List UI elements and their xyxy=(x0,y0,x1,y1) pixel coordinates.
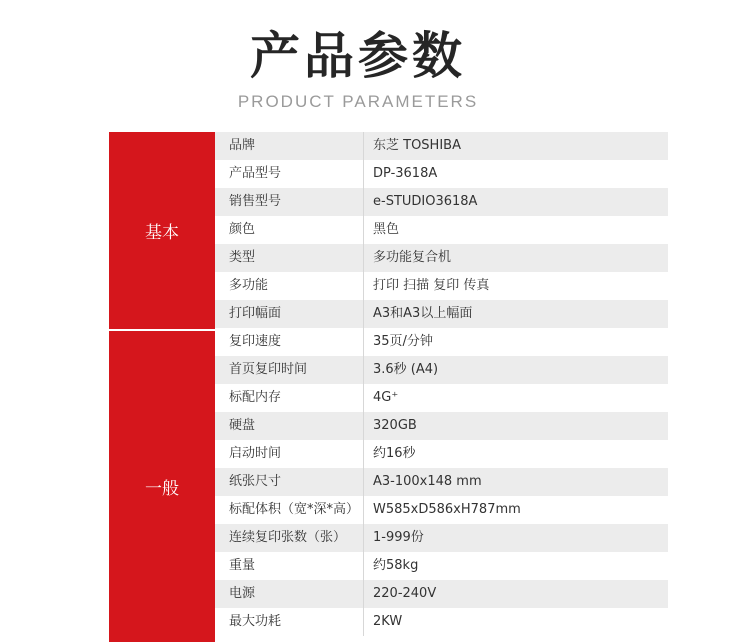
row-label: 产品型号 xyxy=(229,166,282,181)
group-general: 一般 xyxy=(109,331,215,642)
row-label: 品牌 xyxy=(229,138,256,153)
row-value: 1-999份 xyxy=(373,530,424,545)
row-label: 最大功耗 xyxy=(229,614,282,629)
column-divider xyxy=(363,440,364,468)
row-value: W585xD586xH787mm xyxy=(373,502,521,517)
column-divider xyxy=(363,132,364,160)
column-divider xyxy=(363,580,364,608)
column-divider xyxy=(363,496,364,524)
row-label: 多功能 xyxy=(229,278,269,293)
row-value: A3-100x148 mm xyxy=(373,474,482,489)
column-divider xyxy=(363,328,364,356)
column-divider xyxy=(363,356,364,384)
column-divider xyxy=(363,552,364,580)
group-basic: 基本 xyxy=(109,132,215,329)
column-divider xyxy=(363,300,364,328)
page-title: 产品参数 xyxy=(250,27,466,85)
row-value: e-STUDIO3618A xyxy=(373,194,478,209)
column-divider xyxy=(363,272,364,300)
row-value: 约16秒 xyxy=(373,446,416,461)
row-label: 连续复印张数（张） xyxy=(229,530,347,545)
column-divider xyxy=(363,524,364,552)
row-label: 颜色 xyxy=(229,222,256,237)
row-label: 纸张尺寸 xyxy=(229,474,282,489)
row-label: 硬盘 xyxy=(229,418,256,433)
row-value: 3.6秒 (A4) xyxy=(373,362,439,377)
row-label: 标配体积（宽*深*高） xyxy=(229,502,360,517)
column-divider xyxy=(363,384,364,412)
row-label: 电源 xyxy=(229,586,256,601)
row-value: 多功能复合机 xyxy=(373,250,452,265)
row-value: A3和A3以上幅面 xyxy=(373,306,473,321)
column-divider xyxy=(363,412,364,440)
row-label: 打印幅面 xyxy=(229,306,282,321)
column-divider xyxy=(363,160,364,188)
page-subtitle: PRODUCT PARAMETERS xyxy=(237,92,479,111)
row-label: 首页复印时间 xyxy=(229,362,308,377)
column-divider xyxy=(363,244,364,272)
row-value: 黑色 xyxy=(373,222,400,237)
column-divider xyxy=(363,216,364,244)
row-value: 东芝 TOSHIBA xyxy=(373,138,461,153)
column-divider xyxy=(363,188,364,216)
row-value: 320GB xyxy=(373,418,417,433)
row-value: 4G⁺ xyxy=(373,390,399,405)
row-label: 标配内存 xyxy=(229,390,282,405)
row-label: 销售型号 xyxy=(229,194,282,209)
row-value: 35页/分钟 xyxy=(373,334,433,349)
row-value: 约58kg xyxy=(373,558,419,573)
row-label: 类型 xyxy=(229,250,256,265)
row-label: 启动时间 xyxy=(229,446,282,461)
row-label: 重量 xyxy=(229,558,256,573)
row-label: 复印速度 xyxy=(229,334,282,349)
row-value: 220-240V xyxy=(373,586,437,601)
column-divider xyxy=(363,468,364,496)
row-value: DP-3618A xyxy=(373,166,438,181)
column-divider xyxy=(363,608,364,636)
row-value: 2KW xyxy=(373,614,403,629)
row-value: 打印 扫描 复印 传真 xyxy=(373,278,490,293)
